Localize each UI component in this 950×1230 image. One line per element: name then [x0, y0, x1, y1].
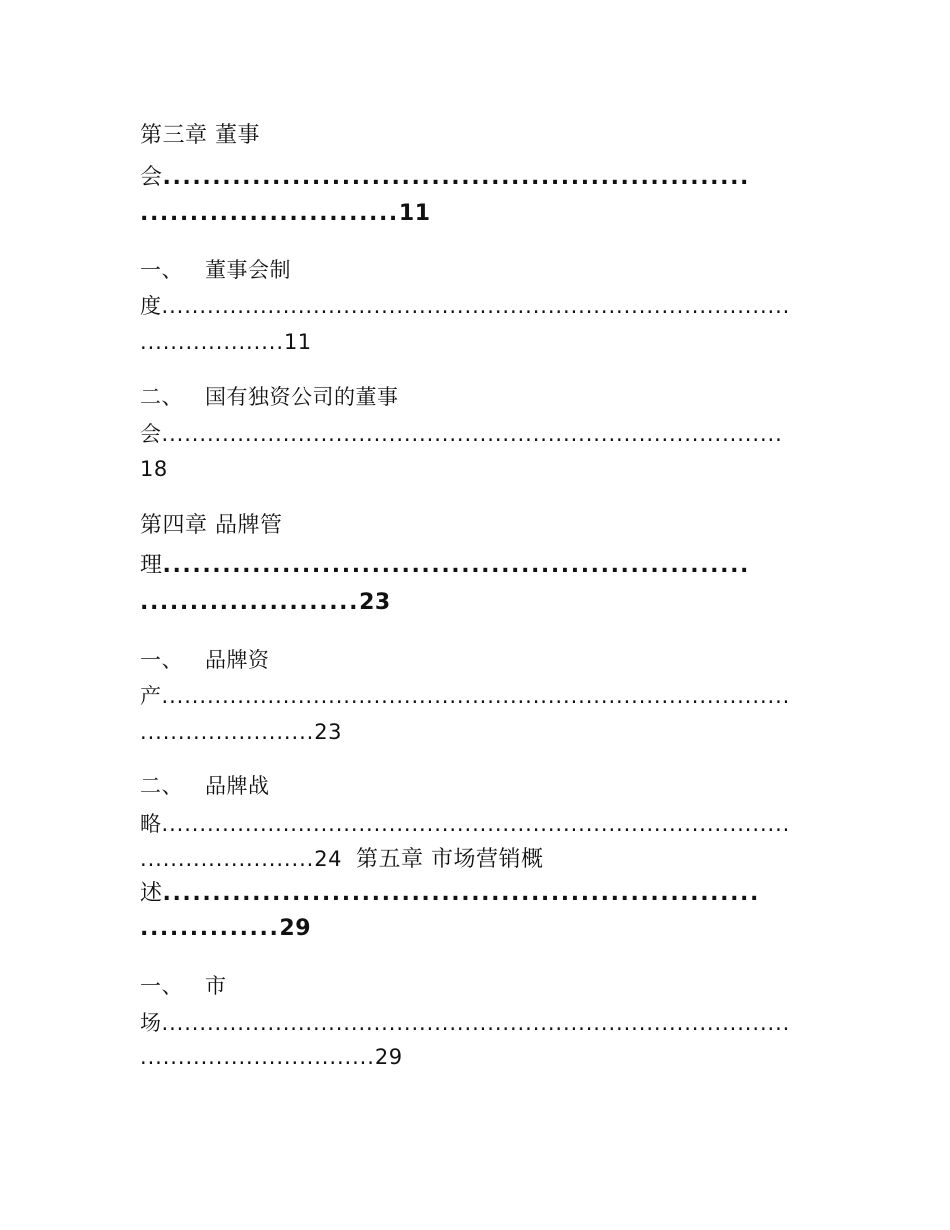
- toc-page-number: 11: [283, 330, 312, 354]
- toc-section-title: 品牌资: [205, 648, 270, 672]
- toc-page-number: 29: [279, 916, 312, 941]
- toc-section-4-1-page-line[interactable]: [140, 718, 342, 746]
- toc-dot-leader: ...............................: [140, 1045, 375, 1069]
- toc-section-5-1-page-line[interactable]: [140, 1043, 403, 1071]
- toc-section-number: 一、: [140, 648, 183, 672]
- toc-section-4-1-leader[interactable]: [140, 682, 790, 710]
- toc-chapter-4-title-cont: 理: [140, 553, 163, 578]
- toc-page-number: 24: [314, 847, 342, 871]
- toc-section-title-cont: 度: [140, 294, 162, 318]
- toc-section-5-1-title: [140, 972, 227, 1000]
- toc-page-number: 11: [398, 201, 431, 226]
- toc-section-4-2-title: [140, 772, 270, 800]
- toc-section-title: 董事会制: [205, 258, 291, 282]
- toc-dot-leader: .......................: [140, 720, 315, 744]
- toc-page-number: 29: [374, 1045, 403, 1069]
- toc-section-4-2-page-line[interactable]: [140, 845, 543, 874]
- toc-section-title-cont: 会: [140, 422, 162, 446]
- toc-section-title: 品牌战: [205, 774, 270, 798]
- toc-chapter-4-leader[interactable]: [140, 552, 750, 580]
- toc-page-number: 23: [314, 720, 342, 744]
- toc-dot-leader: ............................................................: [162, 881, 760, 906]
- toc-chapter-3-title-text: 第三章 董事: [140, 123, 260, 148]
- toc-section-3-2-page-line[interactable]: [140, 455, 168, 483]
- toc-chapter-4-title-text: 第四章 品牌管: [140, 513, 283, 538]
- toc-dot-leader: ...................................................................................: [161, 684, 791, 708]
- toc-section-5-1-leader[interactable]: [140, 1009, 790, 1037]
- toc-dot-leader: ..............: [140, 916, 280, 941]
- toc-chapter-5-page-line[interactable]: [140, 915, 311, 943]
- toc-chapter-5-title-cont: 述: [140, 881, 163, 906]
- toc-page-number: 18: [140, 457, 168, 481]
- toc-chapter-3-title: [140, 122, 260, 150]
- toc-chapter-4-title: [140, 512, 283, 540]
- toc-chapter-5-title-text: 第五章 市场营销概: [355, 847, 544, 872]
- toc-section-3-1-title: [140, 256, 291, 284]
- toc-section-title-cont: 略: [140, 812, 162, 836]
- toc-dot-leader: ......................: [140, 590, 360, 615]
- toc-section-number: 二、: [140, 385, 183, 409]
- toc-dot-leader: ...........................................................: [162, 553, 751, 578]
- toc-section-number: 二、: [140, 774, 183, 798]
- toc-dot-leader: ...........................................................: [162, 165, 751, 190]
- toc-section-3-2-leader[interactable]: [140, 420, 783, 448]
- toc-dot-leader: ...................................................................................: [161, 1011, 791, 1035]
- toc-section-title: 市: [205, 974, 227, 998]
- toc-section-title-cont: 场: [140, 1011, 162, 1035]
- toc-chapter-5-leader[interactable]: [140, 880, 760, 908]
- toc-section-4-2-leader[interactable]: [140, 810, 790, 838]
- toc-section-number: 一、: [140, 974, 183, 998]
- toc-dot-leader: ..................................................................................: [161, 422, 783, 446]
- toc-section-title-cont: 产: [140, 684, 162, 708]
- toc-section-number: 一、: [140, 258, 183, 282]
- toc-chapter-3-title-cont: 会: [140, 165, 163, 190]
- toc-dot-leader: .......................: [140, 847, 315, 871]
- toc-section-3-1-page-line[interactable]: [140, 328, 312, 356]
- toc-section-3-2-title: [140, 383, 399, 411]
- toc-chapter-3-leader[interactable]: [140, 164, 750, 192]
- toc-dot-leader: ...................................................................................: [161, 294, 791, 318]
- toc-section-3-1-leader[interactable]: [140, 292, 790, 320]
- toc-section-title: 国有独资公司的董事: [205, 385, 399, 409]
- toc-page-number: 23: [359, 590, 391, 615]
- toc-dot-leader: ...................................................................................: [161, 812, 791, 836]
- toc-chapter-4-page-line[interactable]: [140, 589, 391, 617]
- toc-dot-leader: ..........................: [140, 201, 399, 226]
- toc-dot-leader: ...................: [140, 330, 284, 354]
- toc-chapter-3-page-line[interactable]: [140, 200, 431, 228]
- toc-section-4-1-title: [140, 646, 270, 674]
